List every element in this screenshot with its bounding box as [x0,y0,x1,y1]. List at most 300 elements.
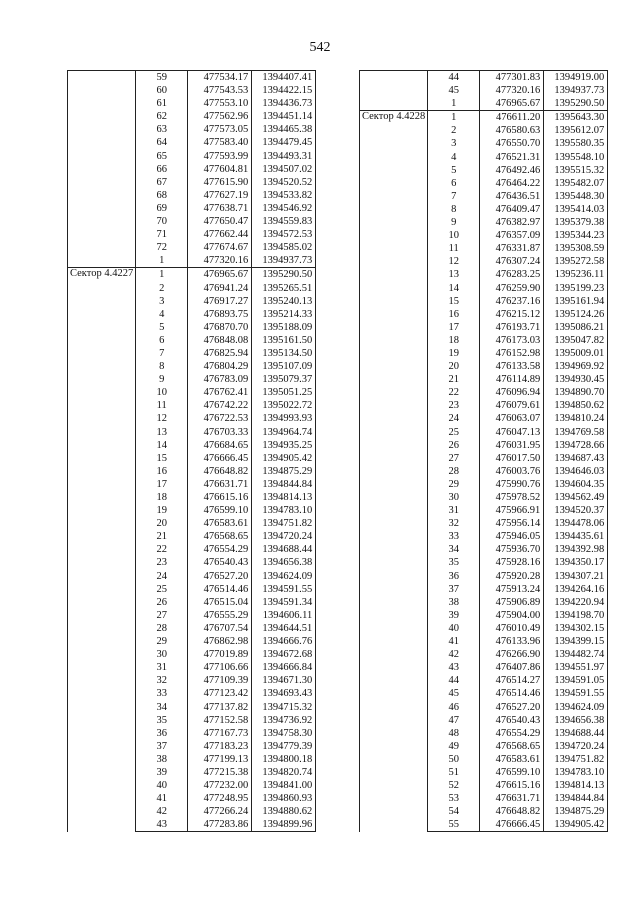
x-coordinate: 476010.49 [480,622,544,635]
point-number: 8 [136,360,188,373]
point-number: 13 [428,268,480,281]
y-coordinate: 1394572.53 [252,228,316,241]
point-number: 9 [136,373,188,386]
x-coordinate: 477123.42 [188,687,252,700]
point-number: 24 [428,412,480,425]
point-number: 62 [136,110,188,123]
point-number: 1 [136,254,188,268]
x-coordinate: 476917.27 [188,295,252,308]
point-number: 12 [136,412,188,425]
y-coordinate: 1394905.42 [252,452,316,465]
x-coordinate: 475936.70 [480,543,544,556]
y-coordinate: 1395643.30 [544,111,608,125]
point-number: 41 [136,792,188,805]
x-coordinate: 476666.45 [480,818,544,832]
point-number: 41 [428,635,480,648]
y-coordinate: 1395134.50 [252,347,316,360]
y-coordinate: 1394814.13 [544,779,608,792]
x-coordinate: 476215.12 [480,308,544,321]
y-coordinate: 1395199.23 [544,282,608,295]
point-number: 19 [428,347,480,360]
y-coordinate: 1394392.98 [544,543,608,556]
x-coordinate: 476540.43 [480,714,544,727]
point-number: 47 [428,714,480,727]
x-coordinate: 475906.89 [480,596,544,609]
point-number: 18 [136,491,188,504]
x-coordinate: 476783.09 [188,373,252,386]
x-coordinate: 476848.08 [188,334,252,347]
y-coordinate: 1394937.73 [544,84,608,97]
y-coordinate: 1394559.83 [252,215,316,228]
x-coordinate: 477553.10 [188,97,252,110]
x-coordinate: 476173.03 [480,334,544,347]
point-number: 33 [428,530,480,543]
x-coordinate: 476615.16 [480,779,544,792]
x-coordinate: 475956.14 [480,517,544,530]
y-coordinate: 1394769.58 [544,426,608,439]
x-coordinate: 476152.98 [480,347,544,360]
y-coordinate: 1394687.43 [544,452,608,465]
x-coordinate: 476017.50 [480,452,544,465]
y-coordinate: 1394814.13 [252,491,316,504]
point-number: 18 [428,334,480,347]
point-number: 10 [428,229,480,242]
x-coordinate: 476862.98 [188,635,252,648]
table-row [360,111,608,125]
y-coordinate: 1394656.38 [252,556,316,569]
sector-label [68,71,136,268]
y-coordinate: 1394451.14 [252,110,316,123]
y-coordinate: 1395240.13 [252,295,316,308]
y-coordinate: 1395124.26 [544,308,608,321]
y-coordinate: 1394422.15 [252,84,316,97]
x-coordinate: 475913.24 [480,583,544,596]
point-number: 40 [428,622,480,635]
point-number: 6 [136,334,188,347]
y-coordinate: 1395107.09 [252,360,316,373]
point-number: 6 [428,177,480,190]
x-coordinate: 476631.71 [188,478,252,491]
point-number: 26 [136,596,188,609]
point-number: 23 [428,399,480,412]
y-coordinate: 1394604.35 [544,478,608,491]
x-coordinate: 477215.38 [188,766,252,779]
y-coordinate: 1394693.43 [252,687,316,700]
y-coordinate: 1394591.05 [544,674,608,687]
point-number: 43 [136,818,188,832]
point-number: 50 [428,753,480,766]
y-coordinate: 1394736.92 [252,714,316,727]
y-coordinate: 1395308.59 [544,242,608,255]
x-coordinate: 476555.29 [188,609,252,622]
y-coordinate: 1394666.76 [252,635,316,648]
x-coordinate: 476521.31 [480,151,544,164]
point-number: 15 [428,295,480,308]
point-number: 21 [136,530,188,543]
point-number: 66 [136,163,188,176]
x-coordinate: 476527.20 [480,701,544,714]
y-coordinate: 1394715.32 [252,701,316,714]
y-coordinate: 1394551.97 [544,661,608,674]
x-coordinate: 476357.09 [480,229,544,242]
y-coordinate: 1394688.44 [252,543,316,556]
y-coordinate: 1395022.72 [252,399,316,412]
y-coordinate: 1394264.16 [544,583,608,596]
y-coordinate: 1394890.70 [544,386,608,399]
x-coordinate: 476307.24 [480,255,544,268]
y-coordinate: 1394720.24 [544,740,608,753]
x-coordinate: 477562.96 [188,110,252,123]
point-number: 46 [428,701,480,714]
point-number: 8 [428,203,480,216]
y-coordinate: 1395515.32 [544,164,608,177]
x-coordinate: 476550.70 [480,137,544,150]
x-coordinate: 476193.71 [480,321,544,334]
x-coordinate: 476515.04 [188,596,252,609]
x-coordinate: 476941.24 [188,282,252,295]
x-coordinate: 477232.00 [188,779,252,792]
table-row [360,71,608,85]
y-coordinate: 1394302.15 [544,622,608,635]
x-coordinate: 476583.61 [188,517,252,530]
point-number: 53 [428,792,480,805]
x-coordinate: 476615.16 [188,491,252,504]
point-number: 67 [136,176,188,189]
point-number: 69 [136,202,188,215]
y-coordinate: 1394751.82 [252,517,316,530]
point-number: 2 [136,282,188,295]
y-coordinate: 1394591.55 [544,687,608,700]
x-coordinate: 476047.13 [480,426,544,439]
point-number: 59 [136,71,188,85]
point-number: 68 [136,189,188,202]
point-number: 30 [428,491,480,504]
y-coordinate: 1394644.51 [252,622,316,635]
point-number: 20 [428,360,480,373]
point-number: 29 [136,635,188,648]
sector-label [360,71,428,111]
x-coordinate: 476707.54 [188,622,252,635]
x-coordinate: 476554.29 [480,727,544,740]
y-coordinate: 1394688.44 [544,727,608,740]
x-coordinate: 477674.67 [188,241,252,254]
y-coordinate: 1394783.10 [544,766,608,779]
point-number: 17 [428,321,480,334]
x-coordinate: 476283.25 [480,268,544,281]
y-coordinate: 1394783.10 [252,504,316,517]
x-coordinate: 476407.86 [480,661,544,674]
y-coordinate: 1395290.50 [544,97,608,111]
point-number: 39 [136,766,188,779]
point-number: 21 [428,373,480,386]
y-coordinate: 1394860.93 [252,792,316,805]
x-coordinate: 477615.90 [188,176,252,189]
y-coordinate: 1395086.21 [544,321,608,334]
x-coordinate: 476568.65 [480,740,544,753]
point-number: 44 [428,71,480,85]
x-coordinate: 477593.99 [188,150,252,163]
x-coordinate: 477543.53 [188,84,252,97]
y-coordinate: 1394520.37 [544,504,608,517]
x-coordinate: 477019.89 [188,648,252,661]
x-coordinate: 476331.87 [480,242,544,255]
point-number: 22 [136,543,188,556]
x-coordinate: 477638.71 [188,202,252,215]
x-coordinate: 477662.44 [188,228,252,241]
x-coordinate: 476722.53 [188,412,252,425]
point-number: 25 [136,583,188,596]
y-coordinate: 1394751.82 [544,753,608,766]
x-coordinate: 476266.90 [480,648,544,661]
point-number: 39 [428,609,480,622]
x-coordinate: 476648.82 [188,465,252,478]
table-row [68,71,316,85]
point-number: 32 [428,517,480,530]
sector-label: Сектор 4.4227 [68,268,136,832]
x-coordinate: 476742.22 [188,399,252,412]
y-coordinate: 1394546.92 [252,202,316,215]
point-number: 49 [428,740,480,753]
point-number: 65 [136,150,188,163]
x-coordinate: 476583.61 [480,753,544,766]
point-number: 4 [428,151,480,164]
x-coordinate: 476079.61 [480,399,544,412]
y-coordinate: 1395379.38 [544,216,608,229]
y-coordinate: 1394436.73 [252,97,316,110]
x-coordinate: 477320.16 [480,84,544,97]
y-coordinate: 1394841.00 [252,779,316,792]
x-coordinate: 476514.27 [480,674,544,687]
y-coordinate: 1394758.30 [252,727,316,740]
x-coordinate: 475920.28 [480,570,544,583]
point-number: 13 [136,426,188,439]
point-number: 11 [428,242,480,255]
y-coordinate: 1394533.82 [252,189,316,202]
point-number: 35 [136,714,188,727]
y-coordinate: 1394964.74 [252,426,316,439]
x-coordinate: 475928.16 [480,556,544,569]
y-coordinate: 1394435.61 [544,530,608,543]
x-coordinate: 477109.39 [188,674,252,687]
y-coordinate: 1394850.62 [544,399,608,412]
x-coordinate: 476114.89 [480,373,544,386]
y-coordinate: 1394800.18 [252,753,316,766]
point-number: 20 [136,517,188,530]
point-number: 36 [136,727,188,740]
y-coordinate: 1394591.34 [252,596,316,609]
y-coordinate: 1394585.02 [252,241,316,254]
y-coordinate: 1394820.74 [252,766,316,779]
y-coordinate: 1394728.66 [544,439,608,452]
x-coordinate: 477583.40 [188,136,252,149]
y-coordinate: 1395079.37 [252,373,316,386]
x-coordinate: 477283.86 [188,818,252,832]
x-coordinate: 476599.10 [480,766,544,779]
point-number: 70 [136,215,188,228]
y-coordinate: 1394844.84 [544,792,608,805]
y-coordinate: 1394919.00 [544,71,608,85]
y-coordinate: 1394591.55 [252,583,316,596]
y-coordinate: 1394880.62 [252,805,316,818]
x-coordinate: 476259.90 [480,282,544,295]
x-coordinate: 477534.17 [188,71,252,85]
point-number: 30 [136,648,188,661]
point-number: 33 [136,687,188,700]
page-number: 542 [309,40,331,55]
y-coordinate: 1395272.58 [544,255,608,268]
point-number: 11 [136,399,188,412]
x-coordinate: 476965.67 [480,97,544,111]
point-number: 1 [428,111,480,125]
y-coordinate: 1394937.73 [252,254,316,268]
y-coordinate: 1394656.38 [544,714,608,727]
y-coordinate: 1395612.07 [544,124,608,137]
point-number: 27 [136,609,188,622]
y-coordinate: 1394507.02 [252,163,316,176]
x-coordinate: 476599.10 [188,504,252,517]
point-number: 22 [428,386,480,399]
y-coordinate: 1394779.39 [252,740,316,753]
y-coordinate: 1395414.03 [544,203,608,216]
x-coordinate: 475978.52 [480,491,544,504]
y-coordinate: 1394220.94 [544,596,608,609]
point-number: 37 [428,583,480,596]
y-coordinate: 1394671.30 [252,674,316,687]
y-coordinate: 1395047.82 [544,334,608,347]
y-coordinate: 1395548.10 [544,151,608,164]
x-coordinate: 476762.41 [188,386,252,399]
x-coordinate: 477266.24 [188,805,252,818]
x-coordinate: 477248.95 [188,792,252,805]
x-coordinate: 476527.20 [188,570,252,583]
y-coordinate: 1395580.35 [544,137,608,150]
point-number: 63 [136,123,188,136]
y-coordinate: 1394666.84 [252,661,316,674]
point-number: 37 [136,740,188,753]
table-body [68,71,316,832]
table-row [68,268,316,282]
y-coordinate: 1394844.84 [252,478,316,491]
y-coordinate: 1395051.25 [252,386,316,399]
point-number: 3 [136,295,188,308]
x-coordinate: 475990.76 [480,478,544,491]
point-number: 26 [428,439,480,452]
point-number: 7 [428,190,480,203]
point-number: 64 [136,136,188,149]
point-number: 51 [428,766,480,779]
point-number: 45 [428,687,480,700]
x-coordinate: 476568.65 [188,530,252,543]
x-coordinate: 476870.70 [188,321,252,334]
y-coordinate: 1395482.07 [544,177,608,190]
point-number: 61 [136,97,188,110]
x-coordinate: 475904.00 [480,609,544,622]
point-number: 71 [136,228,188,241]
point-number: 34 [136,701,188,714]
point-number: 24 [136,570,188,583]
y-coordinate: 1395265.51 [252,282,316,295]
y-coordinate: 1394407.41 [252,71,316,85]
point-number: 32 [136,674,188,687]
x-coordinate: 476611.20 [480,111,544,125]
y-coordinate: 1394810.24 [544,412,608,425]
x-coordinate: 477137.82 [188,701,252,714]
x-coordinate: 477152.58 [188,714,252,727]
coordinates-table-left [67,70,316,832]
y-coordinate: 1395214.33 [252,308,316,321]
point-number: 28 [428,465,480,478]
point-number: 31 [428,504,480,517]
x-coordinate: 476382.97 [480,216,544,229]
point-number: 38 [428,596,480,609]
x-coordinate: 477320.16 [188,254,252,268]
point-number: 5 [428,164,480,177]
point-number: 10 [136,386,188,399]
x-coordinate: 476063.07 [480,412,544,425]
y-coordinate: 1394875.29 [544,805,608,818]
point-number: 15 [136,452,188,465]
x-coordinate: 477573.05 [188,123,252,136]
y-coordinate: 1394198.70 [544,609,608,622]
y-coordinate: 1394624.09 [252,570,316,583]
point-number: 28 [136,622,188,635]
y-coordinate: 1394520.52 [252,176,316,189]
y-coordinate: 1394905.42 [544,818,608,832]
x-coordinate: 475966.91 [480,504,544,517]
x-coordinate: 476631.71 [480,792,544,805]
x-coordinate: 476133.96 [480,635,544,648]
x-coordinate: 476666.45 [188,452,252,465]
point-number: 16 [428,308,480,321]
y-coordinate: 1394399.15 [544,635,608,648]
x-coordinate: 476031.95 [480,439,544,452]
point-number: 42 [428,648,480,661]
y-coordinate: 1395344.23 [544,229,608,242]
point-number: 55 [428,818,480,832]
point-number: 17 [136,478,188,491]
y-coordinate: 1394875.29 [252,465,316,478]
point-number: 27 [428,452,480,465]
x-coordinate: 476436.51 [480,190,544,203]
point-number: 12 [428,255,480,268]
x-coordinate: 476580.63 [480,124,544,137]
point-number: 1 [136,268,188,282]
x-coordinate: 477650.47 [188,215,252,228]
x-coordinate: 477301.83 [480,71,544,85]
point-number: 7 [136,347,188,360]
y-coordinate: 1394672.68 [252,648,316,661]
x-coordinate: 476409.47 [480,203,544,216]
y-coordinate: 1394646.03 [544,465,608,478]
x-coordinate: 476893.75 [188,308,252,321]
table-body [360,71,608,832]
x-coordinate: 476540.43 [188,556,252,569]
point-number: 9 [428,216,480,229]
point-number: 2 [428,124,480,137]
x-coordinate: 477627.19 [188,189,252,202]
x-coordinate: 476684.65 [188,439,252,452]
y-coordinate: 1394479.45 [252,136,316,149]
point-number: 23 [136,556,188,569]
point-number: 25 [428,426,480,439]
point-number: 31 [136,661,188,674]
y-coordinate: 1394720.24 [252,530,316,543]
y-coordinate: 1394493.31 [252,150,316,163]
point-number: 72 [136,241,188,254]
x-coordinate: 477604.81 [188,163,252,176]
y-coordinate: 1395161.94 [544,295,608,308]
point-number: 54 [428,805,480,818]
